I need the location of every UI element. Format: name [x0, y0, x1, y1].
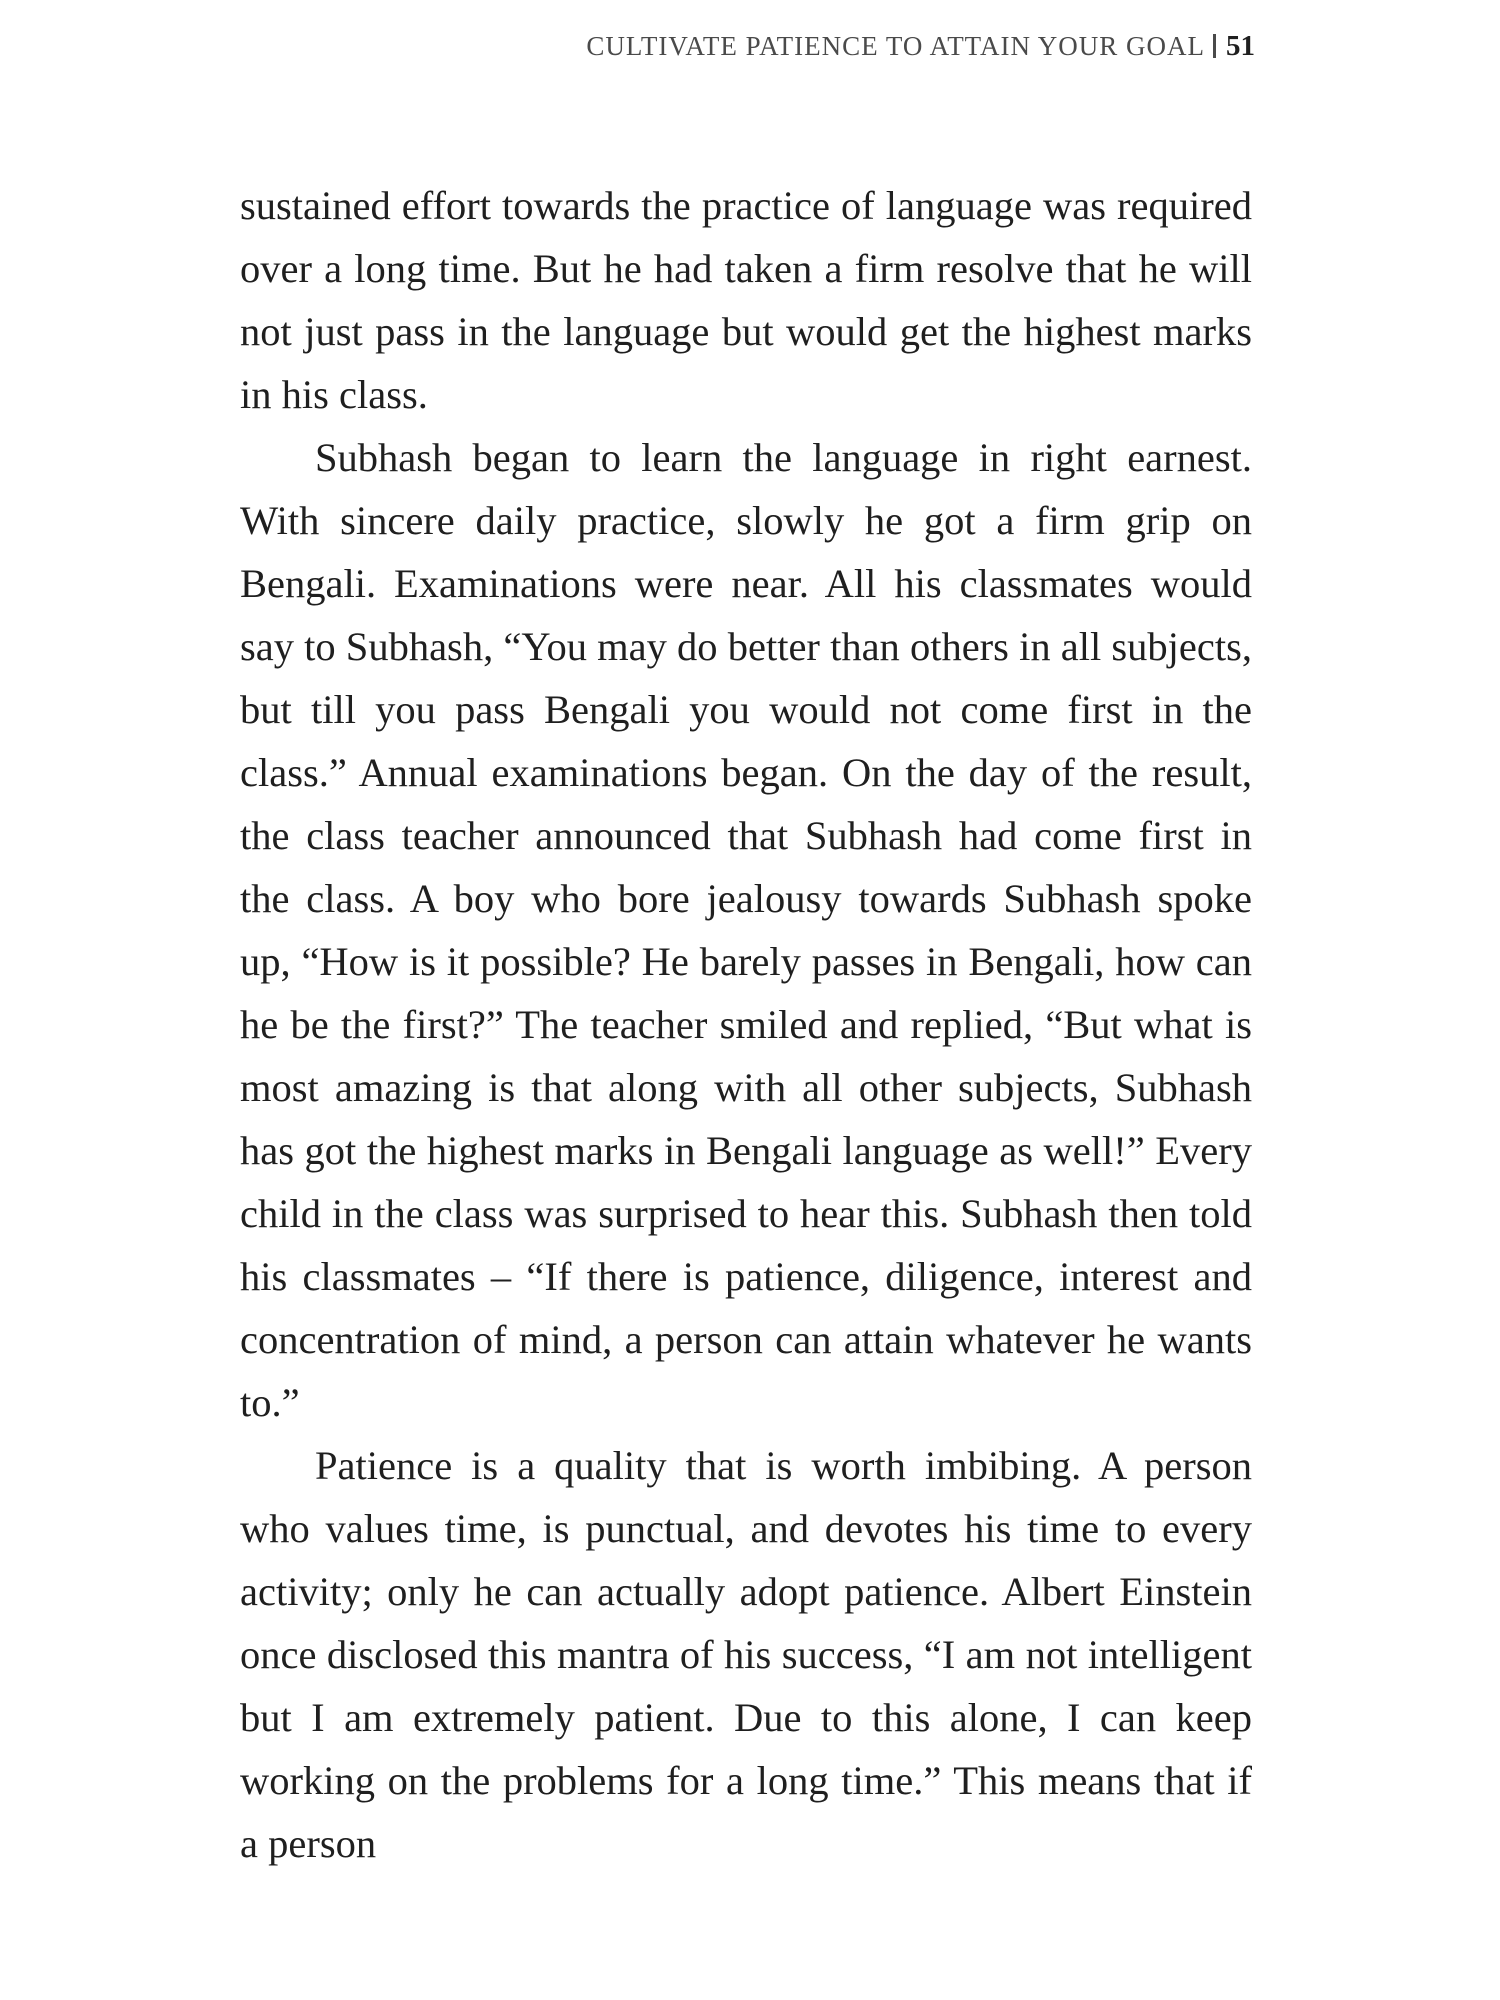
paragraph-2: Subhash began to learn the language in right earnest. With sincere daily practice, slowly he got a firm grip on Bengali. Examinations were near. All his classmates would say to Subhash, “You may do better than others in all subjects, but till you pass Bengali you would not come first in the class.” Annual examinations began. On the day of the result, the class teacher announced that Subhash had come first in the class. A boy who bore jealousy towards Subhash spoke up, “How is it possible? He barely passes in Bengali, how can he be the first?” The teacher smiled and replied, “But what is most amazing is that along with all other subjects, Subhash has got the highest marks in Bengali language as well!” Every child in the class was surprised to hear this. Subhash then told his classmates – “If there is patience, diligence, interest and concentration of mind, a person can attain whatever he wants to.” — [240, 435, 1252, 1425]
chapter-title: CULTIVATE PATIENCE TO ATTAIN YOUR GOAL — [586, 31, 1205, 61]
paragraph-1: sustained effort towards the practice of language was required over a long time. But he had taken a firm resolve that he will not just pass in the language but would get the highest marks in his class. — [240, 183, 1252, 417]
paragraph-3: Patience is a quality that is worth imbibing. A person who values time, is punctual, and devotes his time to every activity; only he can actually adopt patience. Albert Einstein once disclosed this mantra of his success, “I am not intelligent but I am extremely patient. Due to this alone, I can keep working on the problems for a long time.” This means that if a person — [240, 1443, 1252, 1866]
running-header — [586, 30, 1255, 63]
body-text — [240, 174, 1252, 1875]
header-separator — [1213, 34, 1216, 58]
page-number: 51 — [1226, 30, 1255, 62]
